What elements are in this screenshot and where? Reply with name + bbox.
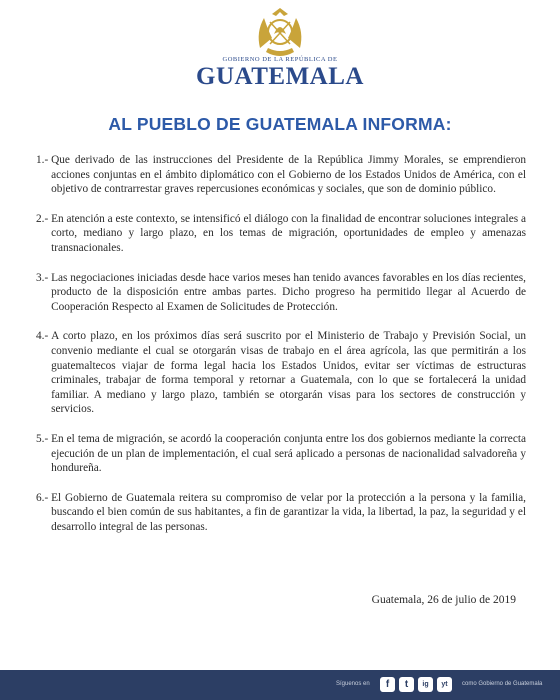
letterhead [0,0,560,100]
coat-of-arms-icon [252,4,308,60]
list-item [36,329,526,417]
facebook-icon[interactable]: f [380,677,395,692]
follow-label: Síguenos en [336,681,370,687]
statement-list [36,153,526,549]
list-item [36,212,526,256]
date-line: Guatemala, 26 de julio de 2019 [371,594,516,606]
social-footer [0,670,560,700]
social-handle: como Gobierno de Guatemala [462,681,543,687]
item-number: 6.- [36,491,52,504]
gov-name: GUATEMALA [196,63,364,90]
item-number: 4.- [36,330,52,343]
item-number: 3.- [36,271,52,284]
item-text: A corto plazo, en los próximos días será suscrito por el Ministerio de Trabajo y Previsión Social, un convenio mediante el cual se otorgarán visas de trabajo en el área agrícola, las que permitirán a los guatemaltecos viajar de forma legal hacia los Estados Unidos, evitar ser víctimas de estructuras criminales, trabajar de forma temporal y retornar a Guatemala, con lo que se fortalecerá la unidad familiar. A mediano y largo plazo, también se otorgarán visas para los sectores de construcción y servicios. [51,330,526,416]
instagram-icon[interactable]: ig [418,677,433,692]
gov-line: GOBIERNO DE LA REPÚBLICA DE [222,56,338,63]
list-item [36,491,526,535]
item-number: 1.- [36,154,52,166]
twitter-icon[interactable]: t [399,677,414,692]
youtube-icon[interactable]: yt [437,677,452,692]
item-text: En atención a este contexto, se intensificó el diálogo con la finalidad de encontrar soluciones integrales a corto, mediano y largo plazo, en los temas de migración, oportunidades de empleo y amenazas transnacionales. [51,212,526,254]
item-number: 2.- [36,212,52,225]
list-item [36,432,526,476]
item-number: 5.- [36,432,52,445]
item-text: Que derivado de las instrucciones del Presidente de la República Jimmy Morales, se emprendieron acciones conjuntas en el ámbito diplomático con el Gobierno de los Estados Unidos de América, con el objetivo de contrarrestar graves repercusiones económicas y sociales, que son de dominio público. [51,154,526,196]
list-item [36,271,526,315]
item-text: Las negociaciones iniciadas desde hace varios meses han tenido avances favorables en los días recientes, producto de la disposición entre ambas partes. Dicho progreso ha permitido llegar al Acuerdo de Cooperación Respecto al Examen de Solicitudes de Protección. [51,271,526,313]
item-text: En el tema de migración, se acordó la cooperación conjunta entre los dos gobiernos mediante la correcta ejecución de un plan de implementación, el cual será aplicado a personas de nacionalidad salvadoreña y hondureña. [51,432,526,475]
page-title: AL PUEBLO DE GUATEMALA INFORMA: [108,114,452,134]
list-item [36,153,526,197]
item-text: El Gobierno de Guatemala reitera su compromiso de velar por la protección a la persona y la familia, buscando el bien común de sus habitantes, a fin de garantizar la vida, la libertad, la paz, la seguridad y el desarrollo integral de las personas. [51,491,526,533]
